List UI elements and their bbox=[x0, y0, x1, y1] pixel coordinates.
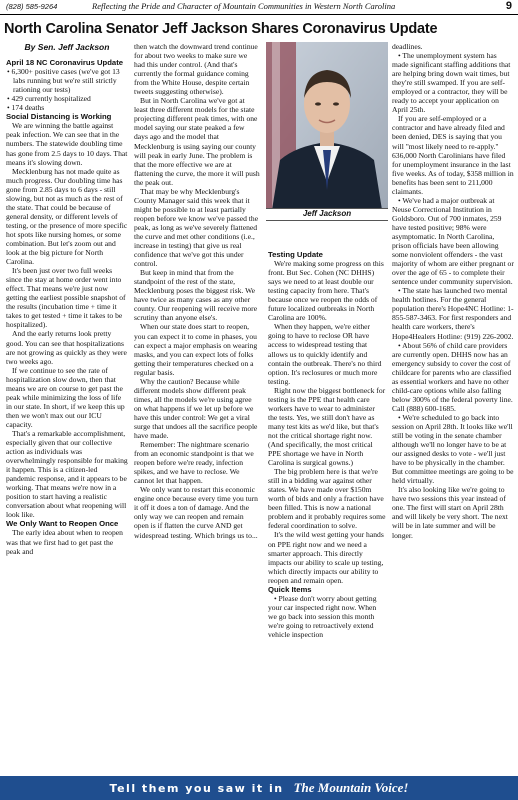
article-column-1 bbox=[6, 42, 128, 774]
paragraph: But in North Carolina we've got at least three different models for the state projecting different peak times, with one model saying our state peaked a few days ago and the model that Mecklenburg is using saying our county will peak in early June. The problem is that the more effective we are at flattening the curve, the more it will push the peak out. bbox=[134, 96, 260, 187]
paragraph: We're making some progress on this front. But Sec. Cohen (NC DHHS) says we need to at least double our testing capacity from here. That's because once we reopen the odds of future localized outbreaks in North Carolina are 100%. bbox=[268, 259, 384, 323]
phone-number: (828) 585-9264 bbox=[6, 2, 58, 11]
paragraph: The big problem here is that we're still in a bidding war against other states. We have made over $150m worth of bids and only a fraction have been filled. This is now a national problem and it probably requires some federal coordination to solve. bbox=[268, 467, 386, 531]
paragraph: • About 56% of child care providers are currently open. DHHS now has an emergency subsidy to cover the cost of childcare for parents who are classified as essential workers and have no other child-care options while also falling below 300% of the federal poverty line. Call (888) 600-1685. bbox=[392, 340, 513, 413]
paragraph: But keep in mind that from the standpoint of the rest of the state, Mecklenburg poses the biggest risk. We have twice as many cases as any other county. Our reopening will receive more scrutiny than anyone else's. bbox=[134, 268, 258, 323]
paragraph: Right now the biggest bottleneck for testing is the PPE that health care workers have to wear to administer the tests. Yes, we still don't have as many test kits as we'd like, but that's not the critical shortage right now. (And specifically, the most critical PPE shortage we have in North Carolina is surgical gowns.) bbox=[268, 385, 386, 468]
footer-banner bbox=[0, 776, 518, 800]
paragraph: • The state has launched two mental health hotlines. For the general population there's Hope4NC Hotline: 1-855-587-3463. For first responders and health care workers, there's Hope4Healers Hotline: (919) 226-2002. bbox=[392, 286, 514, 341]
author-photo bbox=[266, 42, 388, 210]
list-item: • 429 currently hospitalized bbox=[7, 94, 91, 104]
footer-brand-logo: The Mountain Voice! bbox=[293, 780, 409, 795]
section-heading: Testing Update bbox=[268, 250, 323, 259]
article-column-2 bbox=[134, 42, 260, 774]
portrait-illustration bbox=[266, 42, 388, 210]
paragraph: • Please don't worry about getting your car inspected right now. When we go back into session this month we're going to retroactively extend vehicle inspection bbox=[268, 593, 377, 639]
paragraph: deadlines. bbox=[392, 42, 423, 51]
paragraph: It's the wild west getting your hands on PPE right now and we need a smarter approach. This directly impacts our ability to scale up testing, which directly impacts our ability to reopen and remain open. bbox=[268, 530, 384, 585]
article-column-4 bbox=[392, 42, 514, 774]
paragraph: Mecklenburg has not made quite as much progress. Our doubling time has gone from 2.85 days to 6 days - still slowing, but not as much as the rest of the state. That could be because of general density, or different levels of testing, or the presence of more specific hot spots like nursing homes, or some combination. But let's zoom out and look at the big picture for North Carolina. bbox=[6, 166, 128, 267]
paragraph: When our state does start to reopen, you can expect it to come in phases, you can expect a major emphasis on wearing masks, and you can expect lots of folks getting their temperatures checked on a regular basis. bbox=[134, 322, 258, 377]
byline: By Sen. Jeff Jackson bbox=[24, 42, 110, 52]
section-heading: Social Distancing is Working bbox=[6, 112, 112, 122]
stats-list bbox=[6, 67, 128, 112]
section-heading: Quick Items bbox=[268, 584, 312, 594]
article-headline: North Carolina Senator Jeff Jackson Shares Coronavirus Update bbox=[4, 21, 438, 37]
article-column-3 bbox=[268, 250, 386, 774]
paragraph: The early idea about when to reopen was that we first had to get past the peak and bbox=[6, 528, 123, 556]
section-heading: We Only Want to Reopen Once bbox=[6, 519, 119, 529]
section-heading: April 18 NC Coronavirus Update bbox=[6, 58, 124, 68]
paragraph: That's a remarkable accomplishment, especially given that our collective action as individuals was overwhelmingly responsible for making it happen. This is a citizen-led pandemic response, and it appears to be working. That means we're now in a position to start having a realistic conversation about what reopening will look like. bbox=[6, 428, 128, 520]
footer-lead-text: Tell them you saw it in bbox=[109, 781, 284, 795]
paragraph: We are winning the battle against peak infection. We can see that in the numbers. The statewide doubling time has gone from 2.5 days to 10 days. That means it's slowing down. bbox=[6, 121, 128, 167]
list-item: • 6,300+ positive cases (we've got 13 labs running but we're still strictly rationing our tests) bbox=[7, 67, 120, 95]
paragraph: • The unemployment system has made significant staffing additions that are helping bring down wait times, but they're still swamped. If you are self-employed or a contractor, they will be ready to accept your application on April 25th. bbox=[392, 51, 511, 115]
tagline: Reflecting the Pride and Character of Mountain Communities in Western North Carolina bbox=[92, 1, 396, 11]
paragraph: When they happen, we're either going to have to reclose OR have access to widespread testing that allows us to quickly identify and contain the outbreak. There's no third option. It's reclosures or much more testing. bbox=[268, 322, 382, 386]
paragraph: If you are self-employed or a contractor and have already filed and been denied, DES is saying that you will "most likely need to re-apply." 636,000 North Carolinians have filed for unemployment insurance in the last five weeks. As of today, $358 million in benefits has been sent to 211,000 claimants. bbox=[392, 114, 514, 196]
paragraph: If we continue to see the rate of hospitalization slow down, then that means we are on course to get past the peak while minimizing the loss of life in our state. In short, if we keep this up then we won't max out our ICU capacity. bbox=[6, 365, 125, 429]
paragraph: We only want to restart this economic engine once because every time you turn it off it does a ton of damage. And the only way we can reopen and remain open is if flatten the curve AND get widespread testing. Which brings us to... bbox=[134, 485, 258, 540]
paragraph: It's also looking like we're going to have two sessions this year instead of one. The first will start on April 28th and will likely be very short. The next will be in late summer and will be longer. bbox=[392, 485, 508, 540]
paragraph: then watch the downward trend continue for about two weeks to make sure we had this under control. (And that's currently the formal guidance coming from the White House, despite certain tweets suggesting otherwise). bbox=[134, 42, 258, 97]
photo-caption: Jeff Jackson bbox=[266, 208, 388, 221]
paragraph: Remember: The nightmare scenario from an economic standpoint is that we reopen before we're ready, infection spikes, and we have to reclose. We cannot let that happen. bbox=[134, 440, 254, 486]
paragraph: • We're scheduled to go back into session on April 28th. It looks like we'll still be voting in the senate chamber although we'll no longer have to be at our assigned desks to vote - we'll just have to be physically in the chamber. But committee meetings are going to be held virtually. bbox=[392, 412, 514, 486]
paragraph: That may be why Mecklenburg's County Manager said this week that it might be possible to at least partially reopen before we know we've passed the peak, as long as we've severely flattened the curve and met other conditions (i.e., increase in testing) that give us real confidence that we've got this under control. bbox=[134, 186, 259, 269]
paragraph: Why the caution? Because while different models show different peak times, all the models we're using agree on what happens if we let up before we have this under control: We get a viral surge that undoes all the sacrifice people have made. bbox=[134, 376, 258, 441]
masthead-bar bbox=[0, 0, 518, 15]
paragraph: It's been just over two full weeks since the stay at home order went into effect. That means we're just now getting the earliest possible snapshot of the results (incubation time + time it takes to get tested + time it takes to be hospitalized). bbox=[6, 266, 126, 330]
list-item: • 174 deaths bbox=[7, 103, 45, 113]
paragraph: • We've had a major outbreak at Neuse Correctional Institution in Goldsboro. Out of 700 inmates, 259 have tested positive; 98% were asymptomatic. In North Carolina, prison officials have been allowing some nonviolent offenders - the vast majority of whom are either pregnant or over the age of 65 - to complete their sentence under community supervision. bbox=[392, 195, 514, 287]
paragraph: And the early returns look pretty good. You can see that hospitalizations are not growing as quickly as they were two weeks ago. bbox=[6, 329, 127, 366]
page-number: 9 bbox=[505, 0, 512, 12]
